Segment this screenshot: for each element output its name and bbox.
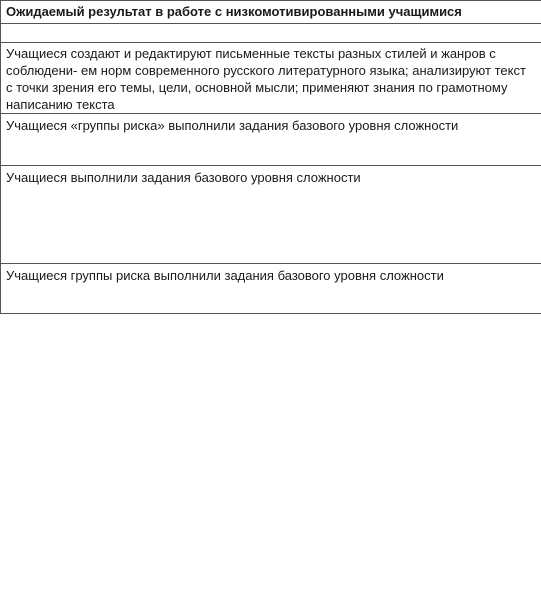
table-row <box>1 114 541 166</box>
table-row <box>1 166 541 264</box>
table-empty-cell <box>1 24 541 43</box>
table-cell <box>1 43 541 114</box>
table-cell-text: Учащиеся «группы риска» выполнили задания базового уровня сложности <box>6 118 459 133</box>
table-cell-text: Учащиеся группы риска выполнили задания базового уровня сложности <box>6 268 444 283</box>
table-header-row <box>1 1 541 24</box>
table-cell <box>1 166 541 264</box>
table-cell <box>1 114 541 166</box>
table-spacer-row <box>1 24 541 43</box>
table-cell-text: Учащиеся создают и редактируют письменные тексты разных стилей и жанров с соблюдени- ем норм современного русского литературного языка; анализируют текст с точки зрения его темы, цели, основной мысли; применяют знания по грамотному написанию текста <box>6 46 526 112</box>
table-header-text: Ожидаемый результат в работе с низкомотивированными учащимися <box>6 4 462 19</box>
table-header-cell <box>1 1 541 24</box>
table-cell <box>1 264 541 314</box>
table-row <box>1 43 541 114</box>
table-row <box>1 264 541 314</box>
table-cell-text: Учащиеся выполнили задания базового уровня сложности <box>6 170 361 185</box>
